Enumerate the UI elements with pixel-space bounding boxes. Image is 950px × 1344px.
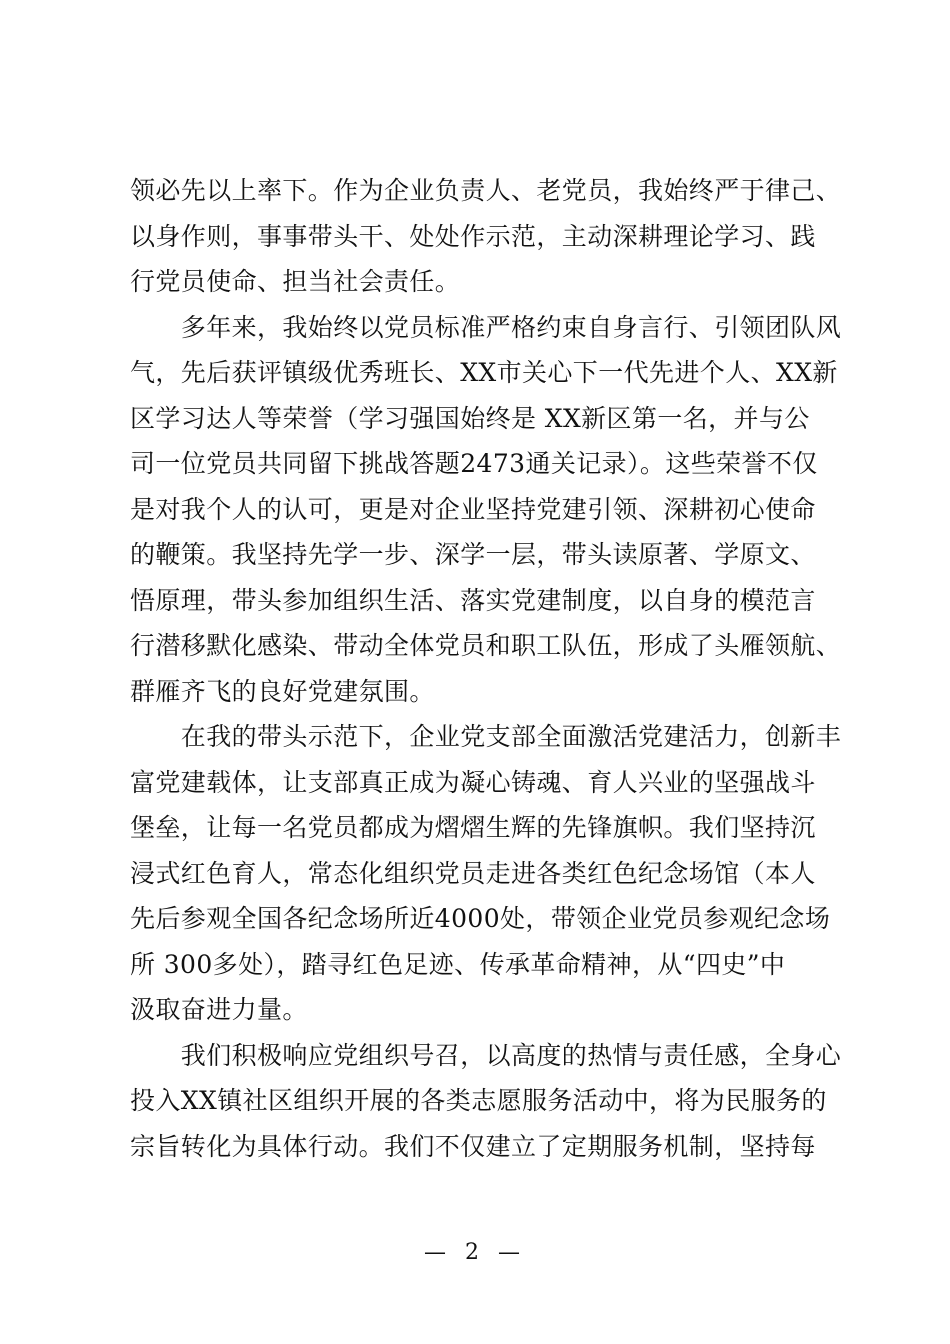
text-line: 所 300多处），踏寻红色足迹、传承革命精神，从“四史”中	[130, 949, 786, 979]
text-line: 我们积极响应党组织号召，以高度的热情与责任感，全身心	[130, 1040, 842, 1070]
text-line: 先后参观全国各纪念场所近4000处，带领企业党员参观纪念场	[130, 904, 831, 933]
text-line: 气，先后获评镇级优秀班长、XX市关心下一代先进个人、XX新	[130, 358, 838, 387]
text-line: 汲取奋进力量。	[130, 995, 308, 1024]
text-line: 群雁齐飞的良好党建氛围。	[130, 676, 435, 706]
text-line: 是对我个人的认可，更是对企业坚持党建引领、深耕初心使命	[130, 494, 816, 524]
text-line: 的鞭策。我坚持先学一步、深学一层，带头读原著、学原文、	[130, 540, 816, 569]
text-line: 区学习达人等荣誉（学习强国始终是 XX新区第一名，并与公	[130, 403, 810, 433]
paragraph-4	[130, 1033, 842, 1170]
text-line: 富党建载体，让支部真正成为凝心铸魂、育人兴业的坚强战斗	[130, 767, 816, 797]
text-line: 悟原理，带头参加组织生活、落实党建制度，以自身的模范言	[130, 585, 816, 615]
text-line: 领必先以上率下。作为企业负责人、老党员，我始终严于律己、	[130, 176, 842, 205]
text-line: 多年来，我始终以党员标准严格约束自身言行、引领团队风	[130, 312, 842, 342]
text-line: 宗旨转化为具体行动。我们不仅建立了定期服务机制，坚持每	[130, 1131, 816, 1161]
text-line: 浸式红色育人，常态化组织党员走进各类红色纪念场馆（本人	[130, 858, 816, 888]
text-line: 司一位党员共同留下挑战答题2473通关记录）。这些荣誉不仅	[130, 449, 818, 478]
text-line: 在我的带头示范下，企业党支部全面激活党建活力，创新丰	[130, 722, 842, 751]
page-number: — 2 —	[424, 1240, 526, 1265]
text-line: 行党员使命、担当社会责任。	[130, 267, 461, 296]
text-line: 堡垒，让每一名党员都成为熠熠生辉的先锋旗帜。我们坚持沉	[130, 813, 816, 842]
document-body	[130, 168, 842, 1169]
text-line: 以身作则，事事带头干、处处作示范，主动深耕理论学习、践	[130, 221, 816, 251]
text-line: 投入XX镇社区组织开展的各类志愿服务活动中，将为民服务的	[130, 1086, 827, 1115]
text-line: 行潜移默化感染、带动全体党员和职工队伍，形成了头雁领航、	[130, 631, 842, 660]
paragraph-3	[130, 714, 842, 1033]
paragraph-1	[130, 168, 842, 305]
paragraph-2	[130, 305, 842, 715]
